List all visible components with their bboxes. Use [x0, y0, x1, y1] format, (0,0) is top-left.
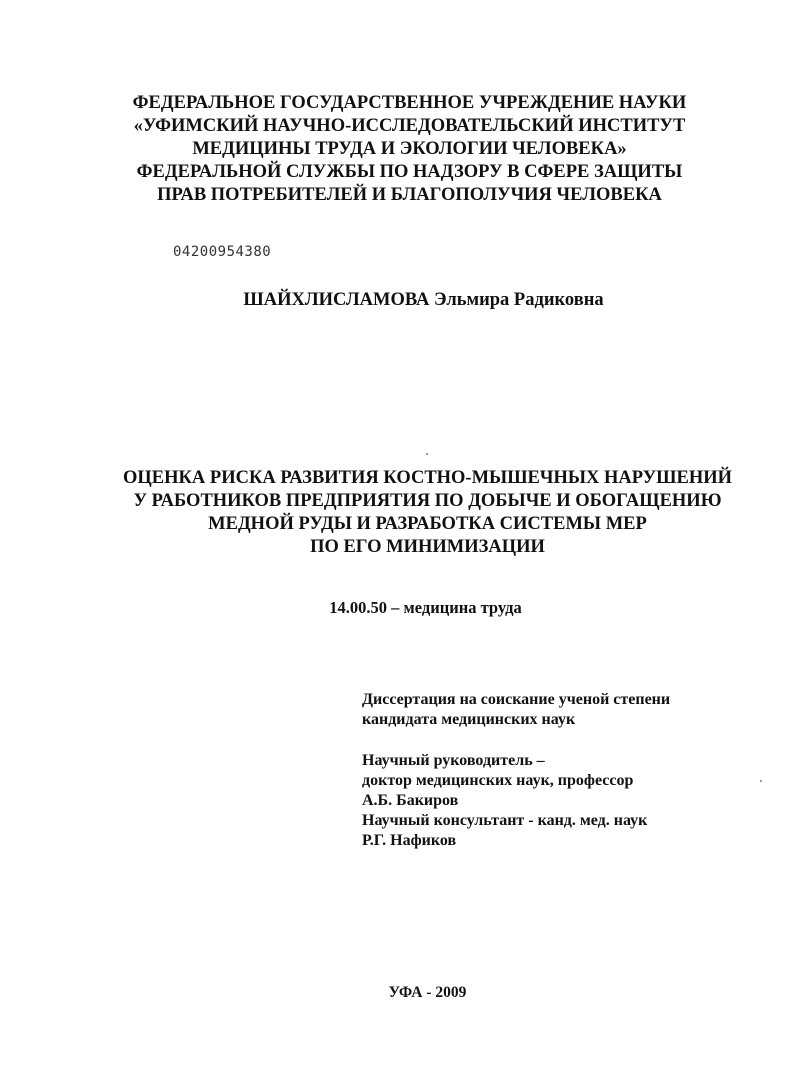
institution-line: ФЕДЕРАЛЬНОЙ СЛУЖБЫ ПО НАДЗОРУ В СФЕРЕ ЗАЩИТЫ	[136, 162, 683, 182]
spacer	[362, 730, 670, 751]
degree-line: Диссертация на соискание ученой степени	[362, 691, 671, 708]
degree-and-supervisors	[362, 690, 670, 851]
scan-speck	[426, 453, 428, 455]
specialty-code: 14.00.50 – медицина труда	[329, 598, 522, 617]
institution-header	[12, 92, 795, 207]
dissertation-title	[30, 467, 795, 559]
supervisor-line: Научный руководитель –	[362, 752, 545, 769]
supervisor-line: доктор медицинских наук, профессор	[362, 772, 634, 789]
author-name: ШАЙХЛИСЛАМОВА Эльмира Радиковна	[243, 290, 604, 310]
scan-speck	[760, 780, 762, 782]
degree-line: кандидата медицинских наук	[362, 711, 576, 728]
institution-line: МЕДИЦИНЫ ТРУДА И ЭКОЛОГИИ ЧЕЛОВЕКА»	[192, 139, 627, 159]
institution-line: ПРАВ ПОТРЕБИТЕЛЕЙ И БЛАГОПОЛУЧИЯ ЧЕЛОВЕКА	[157, 185, 662, 205]
supervisor-line: А.Б. Бакиров	[362, 792, 459, 809]
title-line: ПО ЕГО МИНИМИЗАЦИИ	[310, 537, 545, 557]
place-and-year: УФА - 2009	[388, 984, 467, 1001]
title-line: У РАБОТНИКОВ ПРЕДПРИЯТИЯ ПО ДОБЫЧЕ И ОБОГАЩЕНИЮ	[133, 491, 722, 511]
supervisor-line: Научный консультант - канд. мед. наук	[362, 812, 648, 829]
title-line: ОЦЕНКА РИСКА РАЗВИТИЯ КОСТНО-МЫШЕЧНЫХ НАРУШЕНИЙ	[122, 468, 732, 488]
supervisor-line: Р.Г. Нафиков	[362, 832, 457, 849]
title-line: МЕДНОЙ РУДЫ И РАЗРАБОТКА СИСТЕМЫ МЕР	[208, 514, 647, 534]
registration-number: 04200954380	[173, 244, 272, 260]
institution-line: ФЕДЕРАЛЬНОЕ ГОСУДАРСТВЕННОЕ УЧРЕЖДЕНИЕ НАУКИ	[132, 93, 687, 113]
institution-line: «УФИМСКИЙ НАУЧНО-ИССЛЕДОВАТЕЛЬСКИЙ ИНСТИТУТ	[133, 116, 686, 136]
